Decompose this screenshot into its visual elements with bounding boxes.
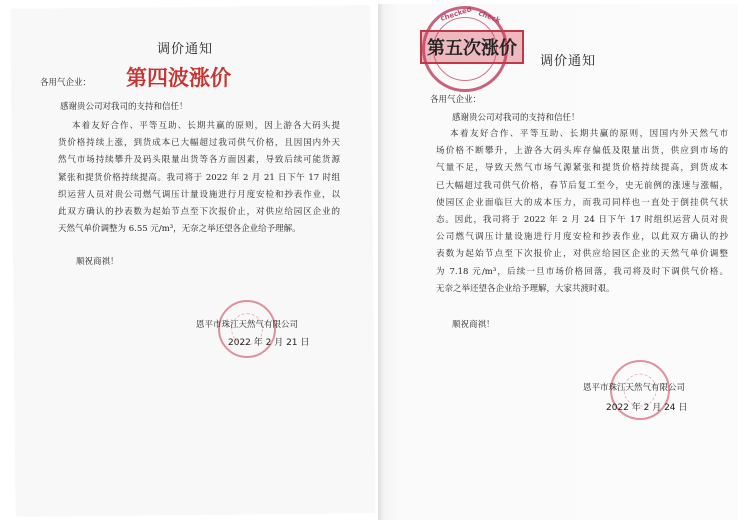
left-body-line: 货价格持续上涨，到货成本已大幅超过我司供气价格，且因国内外天 (58, 138, 340, 149)
left-greeting: 感谢贵公司对我司的支持和信任！ (60, 102, 188, 112)
left-body-line: 本着友好合作、平等互助、长期共赢的原则，因上游各大码头提 (72, 121, 340, 131)
right-closing: 顺祝商祺！ (452, 320, 495, 330)
right-salutation: 各用气企业： (430, 95, 482, 105)
left-company-name: 恩平市珠江天然气有限公司 (196, 320, 299, 330)
stamp-text: check (477, 9, 502, 25)
left-wave-label: 第四波涨价 (126, 66, 231, 90)
right-body-line: 表数为起始节点至下次报价止，对供应给园区企业的天然气单价调整 (436, 249, 728, 260)
left-salutation: 各用气企业： (40, 78, 92, 88)
left-body-line: 然气市场持续攀升及码头限量出货等各方面因素，导致后续可能货源 (58, 155, 340, 166)
right-body-line: 为 7.18 元/m³，后续一旦市场价格回落，我司将及时下调供气价格。 (436, 266, 728, 277)
stamp-text: checked (439, 5, 473, 23)
left-closing: 顺祝商祺！ (76, 257, 119, 267)
right-body-line: 公司燃气调压计量设施进行月度安检和抄表作业，以此双方确认的抄 (436, 232, 728, 243)
left-notice-body (58, 118, 340, 238)
left-notice-title: 调价通知 (157, 42, 214, 57)
right-body-line: 场价格不断攀升，上游各大码头库存偏低及限量出货，供应到市场的 (436, 146, 728, 157)
right-body-line: 已大幅超过我司供气价格，春节后复工至今，史无前例的涨速与涨幅， (436, 180, 728, 191)
right-company-name: 恩平市珠江天然气有限公司 (583, 383, 686, 393)
right-body-line: 无奈之举还望各企业给予理解，大家共渡时艰。 (436, 283, 615, 294)
right-greeting: 感谢贵公司对我司的支持和信任！ (452, 113, 580, 123)
left-body-line: 织运营人员对贵公司燃气调压计量设施进行月度安检和抄表作业，以 (58, 189, 340, 200)
left-body-line: 紧张和提货价格持续提高。我司将于 2022 年 2 月 21 日下午 17 时组 (58, 172, 340, 183)
right-notice-date: 2022 年 2 月 24 日 (606, 403, 688, 413)
left-body-line: 天然气单价调整为 6.55 元/m³，无奈之举还望各企业给予理解。 (58, 224, 301, 235)
left-notice-date: 2022 年 2 月 21 日 (228, 338, 310, 348)
right-body-line: 气量不足，导致天然气市场气源紧张和提货价格持续提高，到货成本 (436, 163, 728, 174)
right-body-line: 使园区企业面临巨大的成本压力，而我司同样也一直处于倒挂供气状 (436, 197, 728, 208)
right-wave-label: 第五次涨价 (420, 30, 524, 64)
right-body-line: 态。因此，我司将于 2022 年 2 月 24 日下午 17 时组织运营人员对贵 (436, 214, 728, 225)
right-notice-body (436, 126, 728, 298)
left-body-line: 此双方确认的抄表数为起始节点至下次报价止，对供应给园区企业的 (58, 206, 340, 217)
right-notice-title: 调价通知 (540, 54, 597, 69)
right-body-line: 本着友好合作、平等互助、长期共赢的原则，因国内外天然气市 (450, 129, 728, 139)
